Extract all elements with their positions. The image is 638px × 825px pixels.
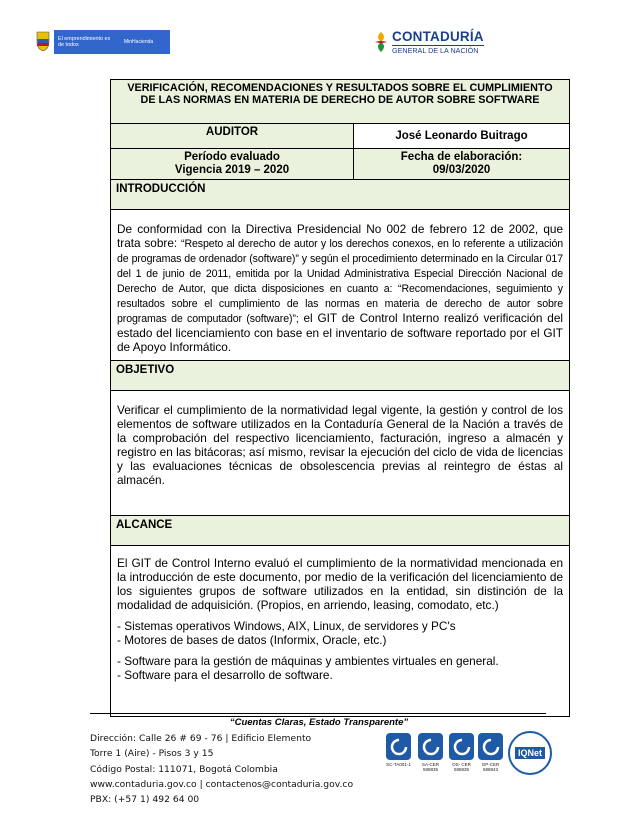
- footer-contact: [90, 731, 353, 807]
- colombia-crest-icon: [34, 30, 52, 52]
- gov-banner: [54, 30, 170, 54]
- certification-icon: [478, 733, 503, 760]
- scope-item: - Sistemas operativos Windows, AIX, Linux, de servidores y PC's: [117, 619, 456, 633]
- certification-badge: [386, 733, 411, 777]
- objective-body: Verificar el cumplimiento de la normatividad legal vigente, la gestión y control de los elementos de software utilizados en la Contaduría General de la Nación a través de la comprobación del respectivo licenciamiento, facturación, ingreso a almacén y registro en las bitácoras; así mismo, revisar la ejecución del ciclo de vida de licencias y las evaluaciones técnicas de obsolescencia previas al reintegro de éstas al almacén.: [111, 391, 570, 516]
- scope-item: - Software para la gestión de máquinas y ambientes virtuales en general.: [117, 654, 499, 668]
- intro-body: [111, 210, 570, 361]
- cert-label: GP-CER 588843: [481, 762, 500, 772]
- footer-phone: PBX: (+57 1) 492 64 00: [90, 794, 200, 806]
- footer-web-link[interactable]: www.contaduria.gov.co | contactenos@contaduria.gov.co: [90, 778, 354, 790]
- evaluated-period: [111, 149, 354, 180]
- cgn-logo-title: CONTADURÍA: [392, 29, 484, 45]
- ministry-name: MinHacienda: [124, 39, 154, 45]
- cgn-logo-subtitle: GENERAL DE LA NACIÓN: [392, 45, 484, 54]
- period-label: Período evaluado: [184, 151, 280, 163]
- footer-address: Dirección: Calle 26 # 69 - 76 | Edificio Elemento: [90, 733, 312, 744]
- cert-label: SA-CER 588835: [421, 762, 439, 772]
- certification-icon: [386, 733, 411, 760]
- certification-badge: [418, 733, 443, 777]
- scope-item: - Software para el desarrollo de software.: [117, 668, 333, 682]
- footer-slogan: “Cuentas Claras, Estado Transparente”: [229, 717, 409, 728]
- certification-icon: [449, 733, 474, 760]
- scope-text: El GIT de Control Interno evaluó el cumplimiento de la normatividad mencionada en la introducción de este documento, por medio de la verificación del licenciamiento de los siguientes grupos de software utilizados en la entidad, sin distinción de la modalidad de adquisición. (Propios, en arriendo, leasing, comodato, etc.): [117, 556, 564, 612]
- auditor-label: AUDITOR: [111, 124, 354, 149]
- intro-text-1: De conformidad con la Directiva Presidencial No 002 de febrero 12 de 2002, que trata sobre:: [117, 222, 564, 250]
- period-value: Vigencia 2019 – 2020: [174, 163, 290, 176]
- date-label: Fecha de elaboración:: [400, 151, 523, 163]
- cgn-logo: [374, 28, 494, 56]
- certification-icon: [418, 733, 443, 760]
- certification-badge: [478, 733, 503, 777]
- gov-tagline: El emprendimiento es de todos: [58, 36, 111, 48]
- cert-label: SC-TA001-1: [386, 762, 411, 767]
- footer-divider: [90, 713, 546, 714]
- intro-heading: INTRODUCCIÓN: [111, 180, 570, 210]
- auditor-name: José Leonardo Buitrago: [354, 124, 570, 149]
- footer-postal: Código Postal: 111071, Bogotá Colombia: [90, 763, 278, 775]
- intro-text-3: el GIT de Control Interno realizó verificación del estado del licenciamiento con base en el inventario de software reportado por el GIT de Apoyo Informático.: [117, 311, 564, 354]
- gov-header-logo: [34, 30, 170, 54]
- document-title: VERIFICACIÓN, RECOMENDACIONES Y RESULTADOS SOBRE EL CUMPLIMIENTO DE LAS NORMAS EN MATERIA DE DERECHO DE AUTOR SOBRE SOFTWARE: [111, 80, 570, 124]
- iqnet-label: IQNet: [515, 747, 545, 759]
- objective-heading: OBJETIVO: [111, 361, 570, 391]
- cert-label: OS- CER 588835: [452, 762, 471, 772]
- scope-body: [111, 546, 570, 717]
- date-value: 09/03/2020: [432, 163, 491, 176]
- verification-form-table: [110, 79, 570, 717]
- elaboration-date: [354, 149, 570, 180]
- iqnet-certification-badge: [508, 731, 552, 775]
- scope-heading: ALCANCE: [111, 516, 570, 546]
- scope-item: - Motores de bases de datos (Informix, Oracle, etc.): [117, 633, 387, 647]
- certification-badge: [449, 733, 474, 777]
- intro-text-2: “Respeto al derecho de autor y los derechos conexos, en lo referente a utilización de programas de ordenador (software)” y según el procedimiento determinado en la Circular 017 del 1 de junio de 2011, emitida por la Unidad Administrativa Especial Dirección Nacional de Derecho de Autor, que dicta disposiciones en cuanto a: “Recomendaciones, seguimiento y resultados sobre el cumplimiento de las normas en materia de derecho de autor sobre programas de computador (software)”;: [117, 238, 564, 325]
- cgn-leaf-icon: [374, 31, 388, 53]
- footer-tower: Torre 1 (Aire) - Pisos 3 y 15: [90, 748, 214, 760]
